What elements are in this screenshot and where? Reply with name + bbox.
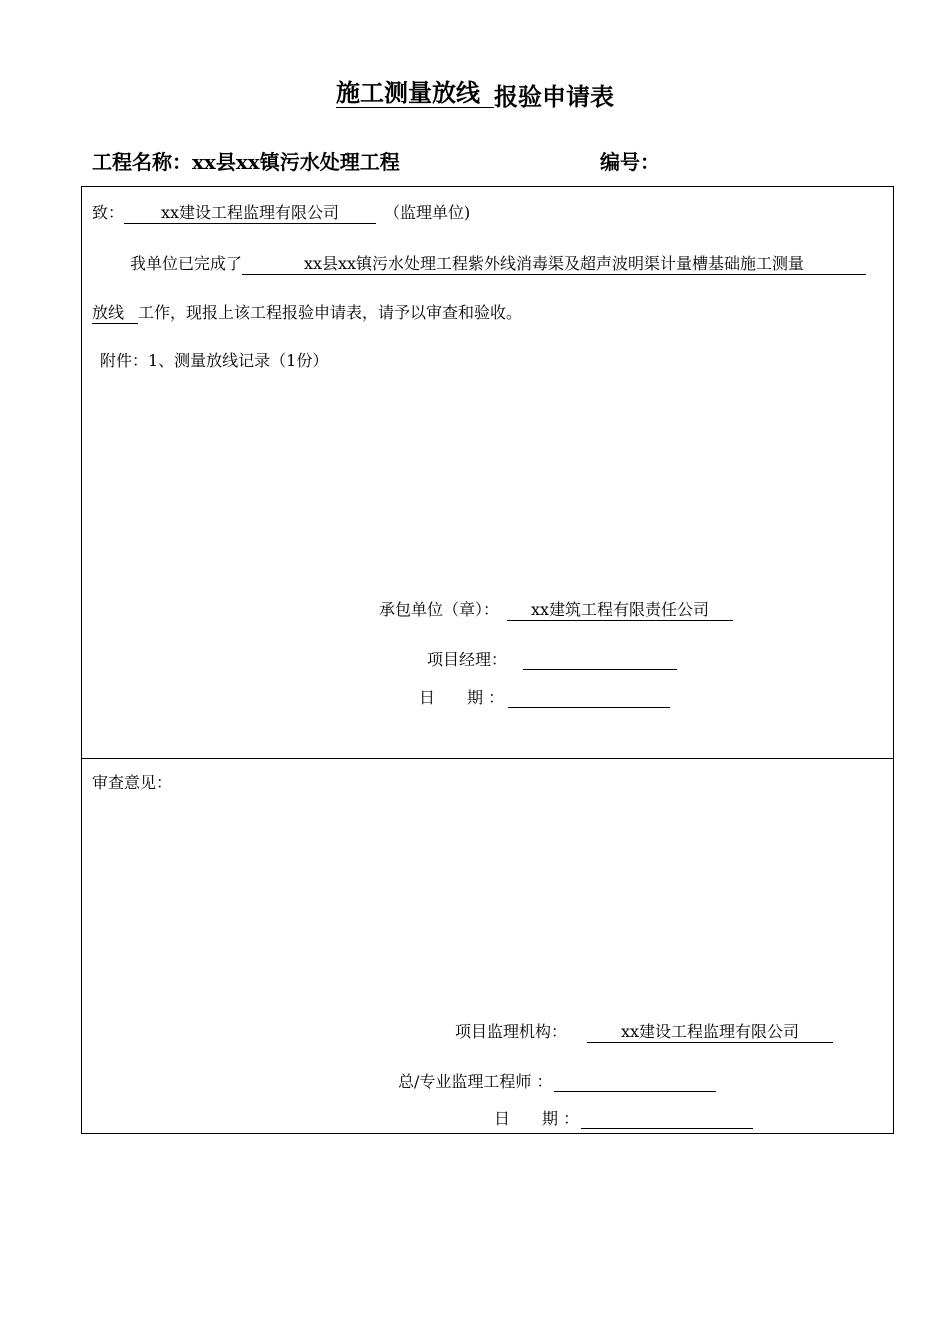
completion-line-2 xyxy=(92,303,522,324)
date-label-2: 日 期 ： xyxy=(494,1109,580,1128)
engineer-line xyxy=(398,1072,716,1092)
review-label: 审查意见： xyxy=(92,773,173,792)
number-label: 编号： xyxy=(600,150,660,174)
to-suffix: （监理单位) xyxy=(384,203,471,222)
engineer-signature-blank[interactable] xyxy=(554,1075,716,1092)
completion-line-1 xyxy=(130,254,866,275)
attachment-line: 附件：1、测量放线记录（1份） xyxy=(100,351,329,370)
supervision-org-label: 项目监理机构： xyxy=(455,1022,568,1041)
date-label-1: 日 期 ： xyxy=(419,688,505,707)
manager-signature-blank[interactable] xyxy=(523,653,677,670)
date-line-2 xyxy=(494,1109,753,1129)
project-name: xx县xx镇污水处理工程 xyxy=(192,150,400,174)
title-rest: 报验申请表 xyxy=(494,82,614,111)
supervision-org-line xyxy=(455,1022,833,1043)
to-line xyxy=(92,203,470,224)
completion-prefix: 我单位已完成了 xyxy=(130,254,243,273)
manager-label: 项目经理： xyxy=(427,650,508,669)
date-blank-2[interactable] xyxy=(581,1112,753,1129)
form-title xyxy=(0,78,950,111)
date-line-1 xyxy=(419,688,670,708)
project-label: 工程名称： xyxy=(92,150,192,174)
supervision-org-value: xx建设工程监理有限公司 xyxy=(587,1022,833,1043)
contractor-line xyxy=(379,600,733,621)
manager-line xyxy=(427,650,677,670)
contractor-value: xx建筑工程有限责任公司 xyxy=(507,600,733,621)
title-underlined: 施工测量放线 xyxy=(336,79,494,108)
completion-work-name-cont: 放线 xyxy=(92,303,138,324)
completion-suffix: 工作，现报上该工程报验申请表，请予以审查和验收。 xyxy=(138,303,523,322)
to-value: xx建设工程监理有限公司 xyxy=(124,203,376,224)
engineer-label: 总/专业监理工程师 ： xyxy=(398,1072,553,1091)
completion-work-name: xx县xx镇污水处理工程紫外线消毒渠及超声波明渠计量槽基础施工测量 xyxy=(242,254,866,275)
to-label: 致： xyxy=(92,203,125,222)
contractor-label: 承包单位（章）： xyxy=(379,600,500,619)
project-name-line xyxy=(92,146,400,175)
date-blank-1[interactable] xyxy=(508,691,670,708)
